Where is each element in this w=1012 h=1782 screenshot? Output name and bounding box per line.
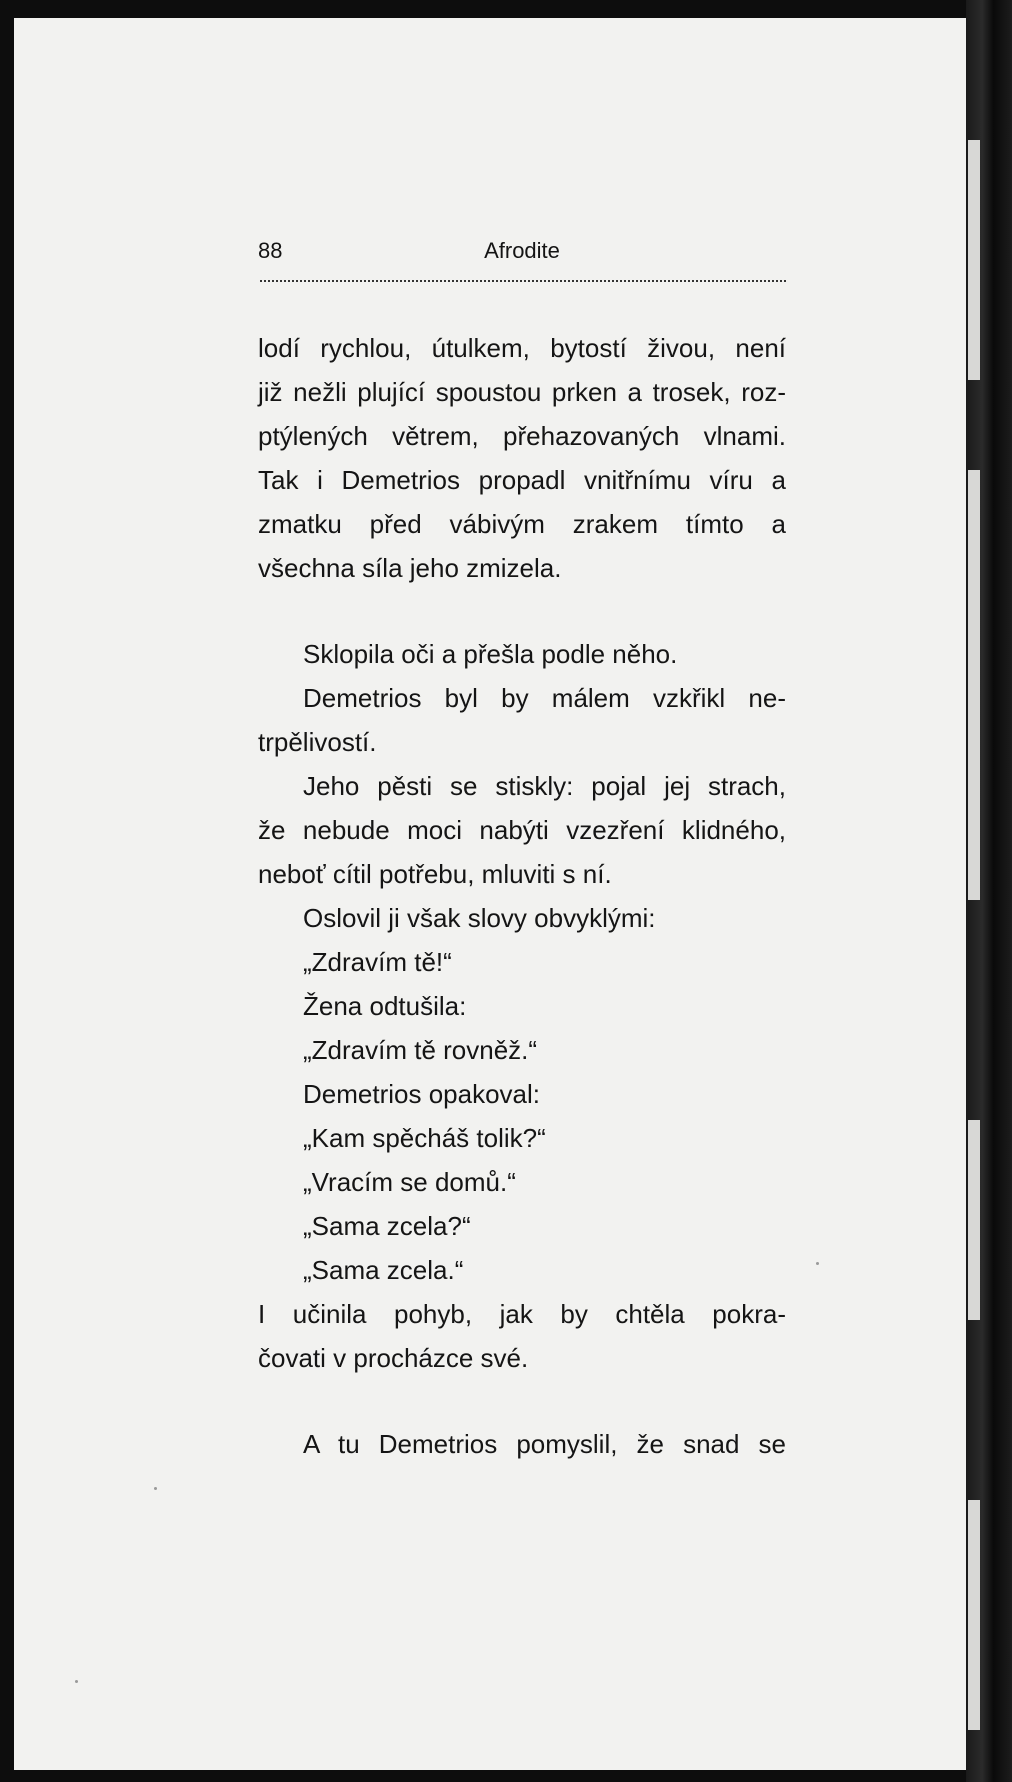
text-line: „Vracím se domů.“ — [303, 1167, 516, 1197]
paper-speck — [816, 1262, 819, 1265]
text-line: neboť cítil potřebu, mluviti s ní. — [258, 859, 612, 889]
text-line: I učinila pohyb, jak by chtěla pokra- — [258, 1299, 786, 1329]
binding-highlight — [968, 140, 980, 380]
binding-highlight — [968, 1120, 980, 1320]
text-line: lodí rychlou, útulkem, bytostí živou, není — [258, 333, 786, 363]
running-title: Afrodite — [484, 238, 560, 263]
header-rule — [260, 280, 786, 282]
text-line: Tak i Demetrios propadl vnitřnímu víru a — [258, 465, 786, 495]
text-line: všechna síla jeho zmizela. — [258, 553, 562, 583]
paper-speck — [154, 1487, 157, 1490]
page-number: 88 — [258, 238, 283, 263]
text-line: Demetrios byl by málem vzkřikl ne- — [303, 683, 786, 713]
text-line: „Kam spěcháš tolik?“ — [303, 1123, 546, 1153]
text-line: „Sama zcela?“ — [303, 1211, 471, 1241]
text-line: ptýlených větrem, přehazovaných vlnami. — [258, 421, 786, 451]
text-line: čovati v procházce své. — [258, 1343, 529, 1373]
binding-highlight — [968, 1500, 980, 1730]
text-line: již nežli plující spoustou prken a trosek, roz- — [258, 377, 786, 407]
text-line: že nebude moci nabýti vzezření klidného, — [258, 815, 786, 845]
paragraph-gap — [258, 1380, 786, 1422]
text-line: „Sama zcela.“ — [303, 1255, 464, 1285]
paragraph-gap — [258, 590, 786, 632]
text-line: Sklopila oči a přešla podle něho. — [303, 639, 678, 669]
binding-highlight — [968, 470, 980, 900]
text-line: „Zdravím tě!“ — [303, 947, 452, 977]
paper-speck — [75, 1680, 78, 1683]
text-line: zmatku před vábivým zrakem tímto a — [258, 509, 786, 539]
text-line: Demetrios opakoval: — [303, 1079, 540, 1109]
body-text — [258, 326, 786, 1466]
text-line: Žena odtušila: — [303, 991, 467, 1021]
text-line: Jeho pěsti se stiskly: pojal jej strach, — [303, 771, 786, 801]
running-head — [258, 234, 786, 268]
text-line: A tu Demetrios pomyslil, že snad se — [303, 1429, 786, 1459]
text-line: Oslovil ji však slovy obvyklými: — [303, 903, 656, 933]
text-line: trpělivostí. — [258, 727, 377, 757]
text-line: „Zdravím tě rovněž.“ — [303, 1035, 538, 1065]
